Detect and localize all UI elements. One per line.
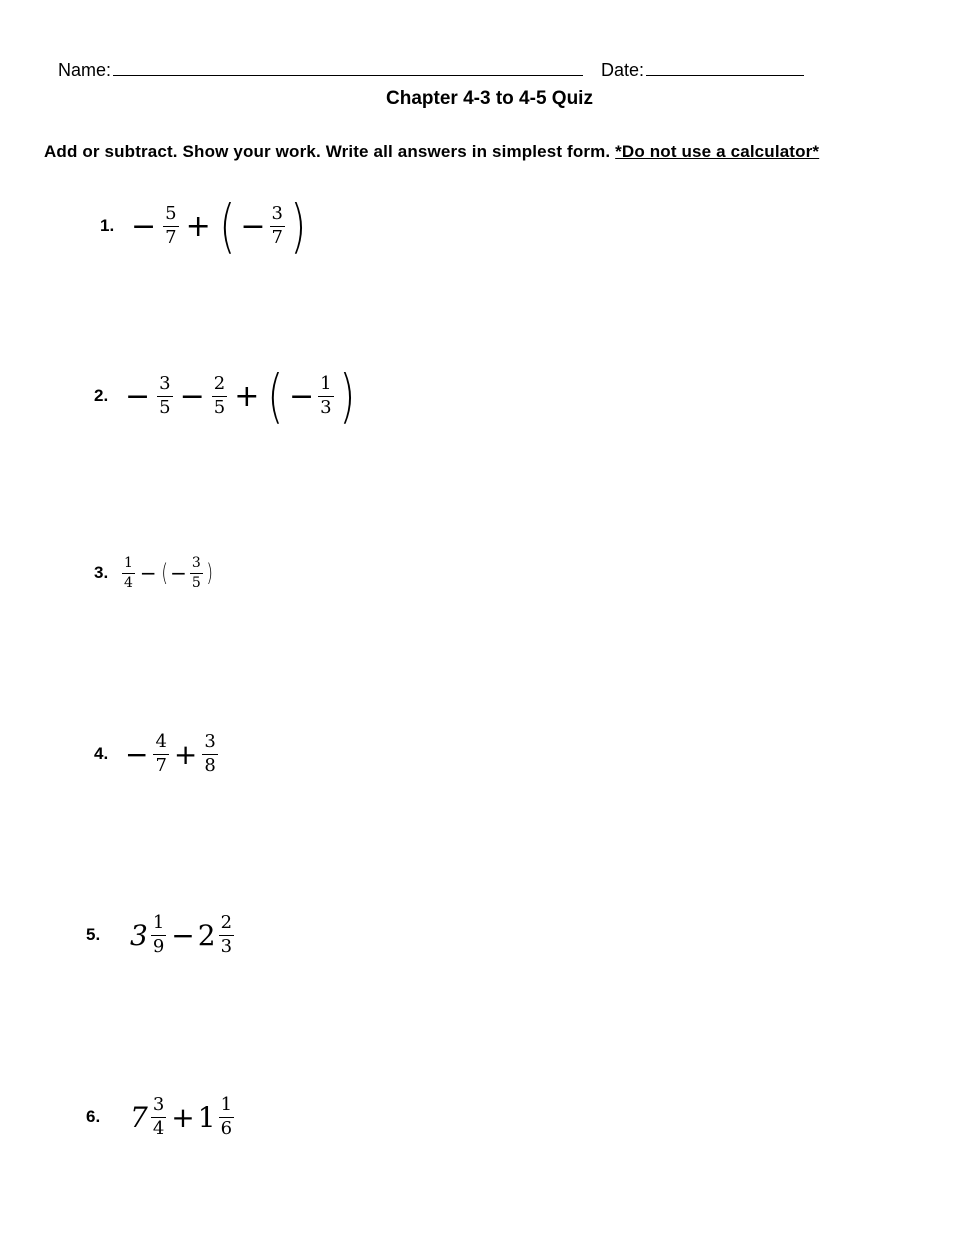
whole-number: 7 bbox=[130, 1100, 148, 1134]
right-paren: ) bbox=[206, 559, 213, 588]
instructions-text: Add or subtract. Show your work. Write all answers in simplest form. bbox=[44, 142, 611, 161]
right-paren: ) bbox=[290, 192, 307, 260]
problem-number: 5. bbox=[86, 925, 101, 945]
operator: + bbox=[171, 1100, 195, 1134]
problem-5 bbox=[86, 914, 236, 957]
problem-1 bbox=[100, 192, 310, 260]
right-paren: ) bbox=[338, 362, 355, 430]
fraction: $\frac{3}{7}$ bbox=[271, 202, 283, 248]
date-blank[interactable] bbox=[646, 61, 804, 76]
fraction: $\frac{3}{4}$ bbox=[152, 1094, 165, 1139]
problem-4 bbox=[94, 733, 220, 776]
whole-number: 2 bbox=[197, 918, 216, 952]
whole-number: 1 bbox=[197, 1100, 216, 1134]
sign: − bbox=[125, 737, 149, 771]
sign: − bbox=[288, 378, 315, 414]
header-row bbox=[58, 60, 804, 81]
fraction: $\frac{5}{7}$ bbox=[165, 202, 177, 248]
problem-6 bbox=[86, 1096, 236, 1139]
sign: − bbox=[125, 378, 151, 414]
instructions bbox=[44, 142, 819, 162]
quiz-title: Chapter 4-3 to 4-5 Quiz bbox=[386, 88, 593, 109]
name-blank[interactable] bbox=[113, 61, 583, 76]
problem-number: 3. bbox=[94, 563, 109, 583]
problem-number: 6. bbox=[86, 1107, 101, 1127]
calculator-warning: *Do not use a calculator* bbox=[615, 142, 820, 161]
expression bbox=[126, 192, 310, 260]
fraction: $\frac{1}{6}$ bbox=[220, 1094, 233, 1139]
expression bbox=[120, 556, 214, 590]
problem-number: 1. bbox=[100, 216, 115, 235]
fraction: $\frac{1}{4}$ bbox=[124, 555, 133, 591]
name-label: Name: bbox=[58, 60, 112, 80]
whole-number: 3 bbox=[130, 918, 148, 952]
fraction: $\frac{2}{5}$ bbox=[213, 372, 226, 418]
problem-number: 4. bbox=[94, 744, 109, 764]
fraction: $\frac{3}{8}$ bbox=[204, 731, 216, 776]
fraction: $\frac{1}{9}$ bbox=[152, 912, 165, 957]
sign: − bbox=[131, 208, 157, 244]
fraction: $\frac{1}{3}$ bbox=[320, 372, 332, 418]
expression bbox=[120, 362, 358, 430]
operator: + bbox=[185, 208, 211, 244]
problem-3 bbox=[94, 556, 214, 590]
fraction: $\frac{2}{3}$ bbox=[220, 912, 233, 957]
left-paren: ( bbox=[267, 362, 284, 430]
operator: − bbox=[179, 378, 205, 414]
left-paren: ( bbox=[219, 192, 235, 260]
expression bbox=[130, 914, 236, 957]
operator: + bbox=[234, 378, 260, 414]
operator: + bbox=[173, 737, 198, 771]
fraction: $\frac{4}{7}$ bbox=[155, 731, 167, 776]
expression bbox=[130, 1096, 236, 1139]
operator: − bbox=[139, 561, 157, 586]
date-label: Date: bbox=[601, 60, 645, 80]
fraction: $\frac{3}{5}$ bbox=[191, 555, 201, 591]
sign: − bbox=[170, 561, 187, 586]
problem-number: 2. bbox=[94, 386, 109, 405]
problem-2 bbox=[94, 362, 358, 430]
fraction: $\frac{3}{5}$ bbox=[159, 372, 171, 418]
left-paren: ( bbox=[161, 559, 168, 588]
operator: − bbox=[171, 918, 195, 952]
sign: − bbox=[240, 208, 266, 244]
expression bbox=[120, 733, 220, 776]
